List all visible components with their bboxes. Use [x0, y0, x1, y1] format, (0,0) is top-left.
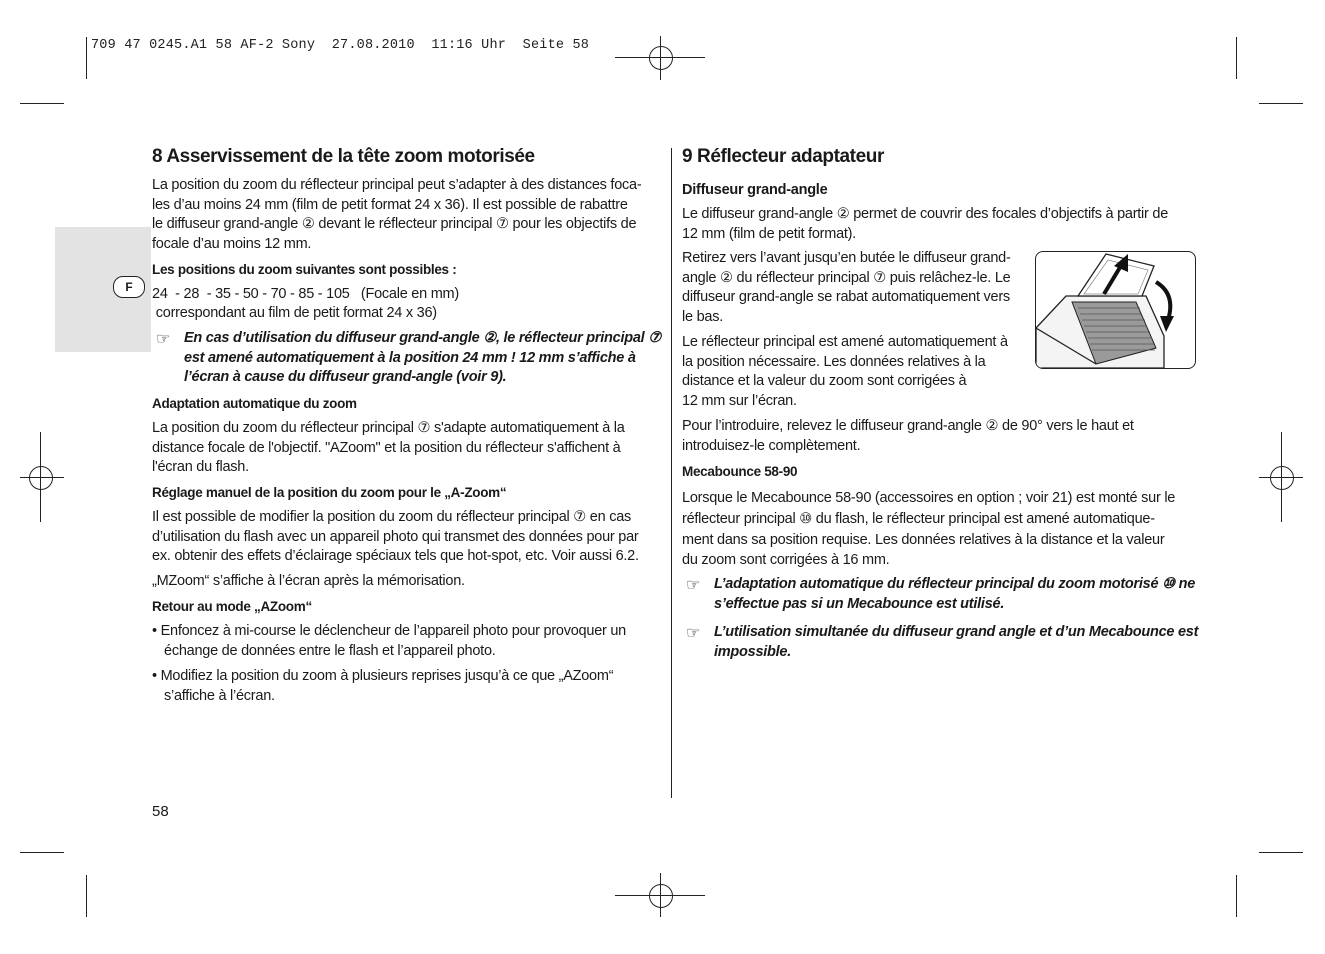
hand-pointer-icon: ☞ — [686, 577, 701, 594]
page-number: 58 — [152, 803, 169, 820]
bullet-item: • Enfoncez à mi-course le déclencheur de l’appareil photo pour provoquer un échange de données entre le flash et l’appareil photo. — [152, 623, 626, 659]
wide-angle-heading: Diffuseur grand-angle — [682, 182, 828, 198]
section-8-heading: 8 Asservissement de la tête zoom motorisée — [152, 146, 535, 167]
column-divider — [671, 148, 672, 798]
mecabounce-note-1: L’adaptation automatique du réflecteur principal du zoom motorisé ⑩ ne s’effectue pas si un Mecabounce est utilisé. — [714, 576, 1196, 612]
mecabounce-paragraph: Lorsque le Mecabounce 58-90 (accessoires en option ; voir 21) est monté sur le réflecteur principal ⑩ du flash, le réflecteur principal est amené automatique- ment dans sa position requise. Les données relatives à la distance et la valeur du zoom sont corrigées à 16 mm. — [682, 490, 1176, 569]
bullet-item: • Modifiez la position du zoom à plusieurs reprises jusqu’à ce que „AZoom“ s’affiche à l’écran. — [152, 668, 614, 704]
insert-paragraph: Pour l’introduire, relevez le diffuseur grand-angle ② de 90° vers le haut et introduisez-le complètement. — [682, 418, 1134, 454]
hand-pointer-icon: ☞ — [156, 331, 171, 348]
zoom-positions-note: correspondant au film de petit format 24 x 36) — [152, 305, 437, 321]
mecabounce-note-2: L’utilisation simultanée du diffuseur grand angle et d’un Mecabounce est impossible. — [714, 624, 1199, 660]
manual-zoom-heading: Réglage manuel de la position du zoom pour le „A-Zoom“ — [152, 485, 507, 500]
intro-paragraph: La position du zoom du réflecteur principal peut s’adapter à des distances foca- les d’au moins 24 mm (film de petit format 24 x 36). Il est possible de rabattre le diffuseur grand-angle ② devant le réflecteur principal ⑦ pour les objectifs de focale d’au moins 12 mm. — [152, 177, 642, 252]
language-badge: F — [113, 276, 145, 298]
hand-pointer-icon: ☞ — [686, 625, 701, 642]
mecabounce-heading: Mecabounce 58-90 — [682, 464, 798, 479]
zoom-positions-values: 24 - 28 - 35 - 50 - 70 - 85 - 105 (Focale en mm) — [152, 286, 459, 302]
auto-zoom-heading: Adaptation automatique du zoom — [152, 396, 357, 411]
print-slug: 709 47 0245.A1 58 AF-2 Sony 27.08.2010 11:16 Uhr Seite 58 — [91, 38, 590, 53]
return-azoom-heading: Retour au mode „AZoom“ — [152, 599, 312, 614]
wide-angle-warning: En cas d’utilisation du diffuseur grand-angle ②, le réflecteur principal ⑦ est amené automatiquement à la position 24 mm ! 12 mm s’affiche à l’écran à cause du diffuseur grand-angle (voir 9). — [184, 330, 661, 385]
auto-zoom-paragraph: La position du zoom du réflecteur principal ⑦ s'adapte automatiquement à la distance focale de l'objectif. "AZoom" et la position du réflecteur s'affichent à l'écran du flash. — [152, 420, 625, 475]
pull-out-paragraph: Retirez vers l’avant jusqu’en butée le diffuseur grand- angle ② du réflecteur principal ⑦ puis relâchez-le. Le diffuseur grand-angle se rabat automatiquement vers le bas. — [682, 250, 1011, 325]
wide-angle-paragraph: Le diffuseur grand-angle ② permet de couvrir des focales d’objectifs à partir de 12 mm (film de petit format). — [682, 206, 1169, 242]
wide-angle-diffuser-illustration — [1035, 251, 1196, 369]
reflector-moved-paragraph: Le réflecteur principal est amené automatiquement à la position nécessaire. Les données relatives à la distance et la valeur du zoom sont corrigées à 12 mm sur l’écran. — [682, 334, 1008, 409]
manual-zoom-paragraph: Il est possible de modifier la position du zoom du réflecteur principal ⑦ en cas d’utilisation du flash avec un appareil photo qui transmet des données pour par ex. obtenir des effets d’éclairage spéciaux tels que hot-spot, etc. Voir aussi 6.2. — [152, 509, 639, 564]
section-9-heading: 9 Réflecteur adaptateur — [682, 146, 884, 167]
zoom-positions-heading: Les positions du zoom suivantes sont possibles : — [152, 262, 457, 277]
mzoom-line: „MZoom“ s’affiche à l’écran après la mémorisation. — [152, 573, 465, 589]
